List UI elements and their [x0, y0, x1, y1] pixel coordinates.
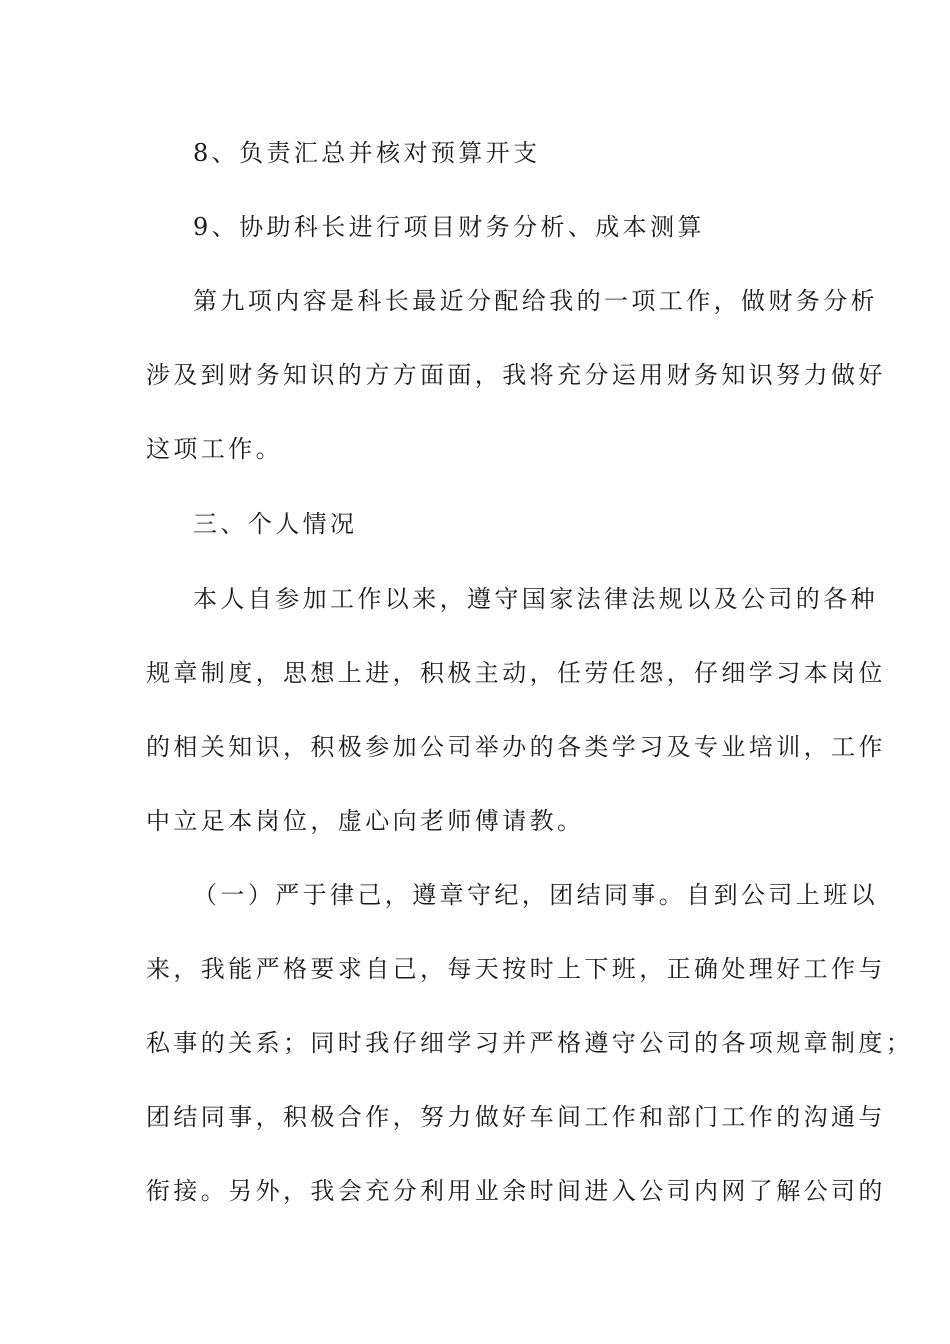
paragraph-line: 来，我能严格要求自己，每天按时上下班，正确处理好工作与 — [146, 955, 886, 983]
section-heading: 三、个人情况 — [193, 510, 358, 538]
paragraph-line: 本人自参加工作以来，遵守国家法律法规以及公司的各种 — [193, 585, 878, 613]
paragraph-line: 中立足本岗位，虚心向老师傅请教。 — [146, 807, 585, 835]
paragraph-line: 规章制度，思想上进，积极主动，任劳任怨，仔细学习本岗位 — [146, 659, 886, 687]
paragraph-line: 团结同事，积极合作，努力做好车间工作和部门工作的沟通与 — [146, 1103, 886, 1131]
paragraph-line: （一）严于律己，遵章守纪，团结同事。自到公司上班以 — [193, 881, 878, 909]
paragraph-line: 这项工作。 — [146, 435, 283, 463]
paragraph-line: 第九项内容是科长最近分配给我的一项工作，做财务分析 — [193, 287, 878, 315]
paragraph-line: 衔接。另外，我会充分利用业余时间进入公司内网了解公司的 — [146, 1177, 886, 1205]
paragraph-line: 私事的关系；同时我仔细学习并严格遵守公司的各项规章制度； — [146, 1029, 914, 1057]
paragraph-line: 涉及到财务知识的方方面面，我将充分运用财务知识努力做好 — [146, 361, 886, 389]
paragraph-line: 的相关知识，积极参加公司举办的各类学习及专业培训，工作 — [146, 733, 886, 761]
list-item-8: 8、负责汇总并核对预算开支 — [193, 139, 541, 167]
list-item-9: 9、协助科长进行项目财务分析、成本测算 — [193, 213, 705, 241]
